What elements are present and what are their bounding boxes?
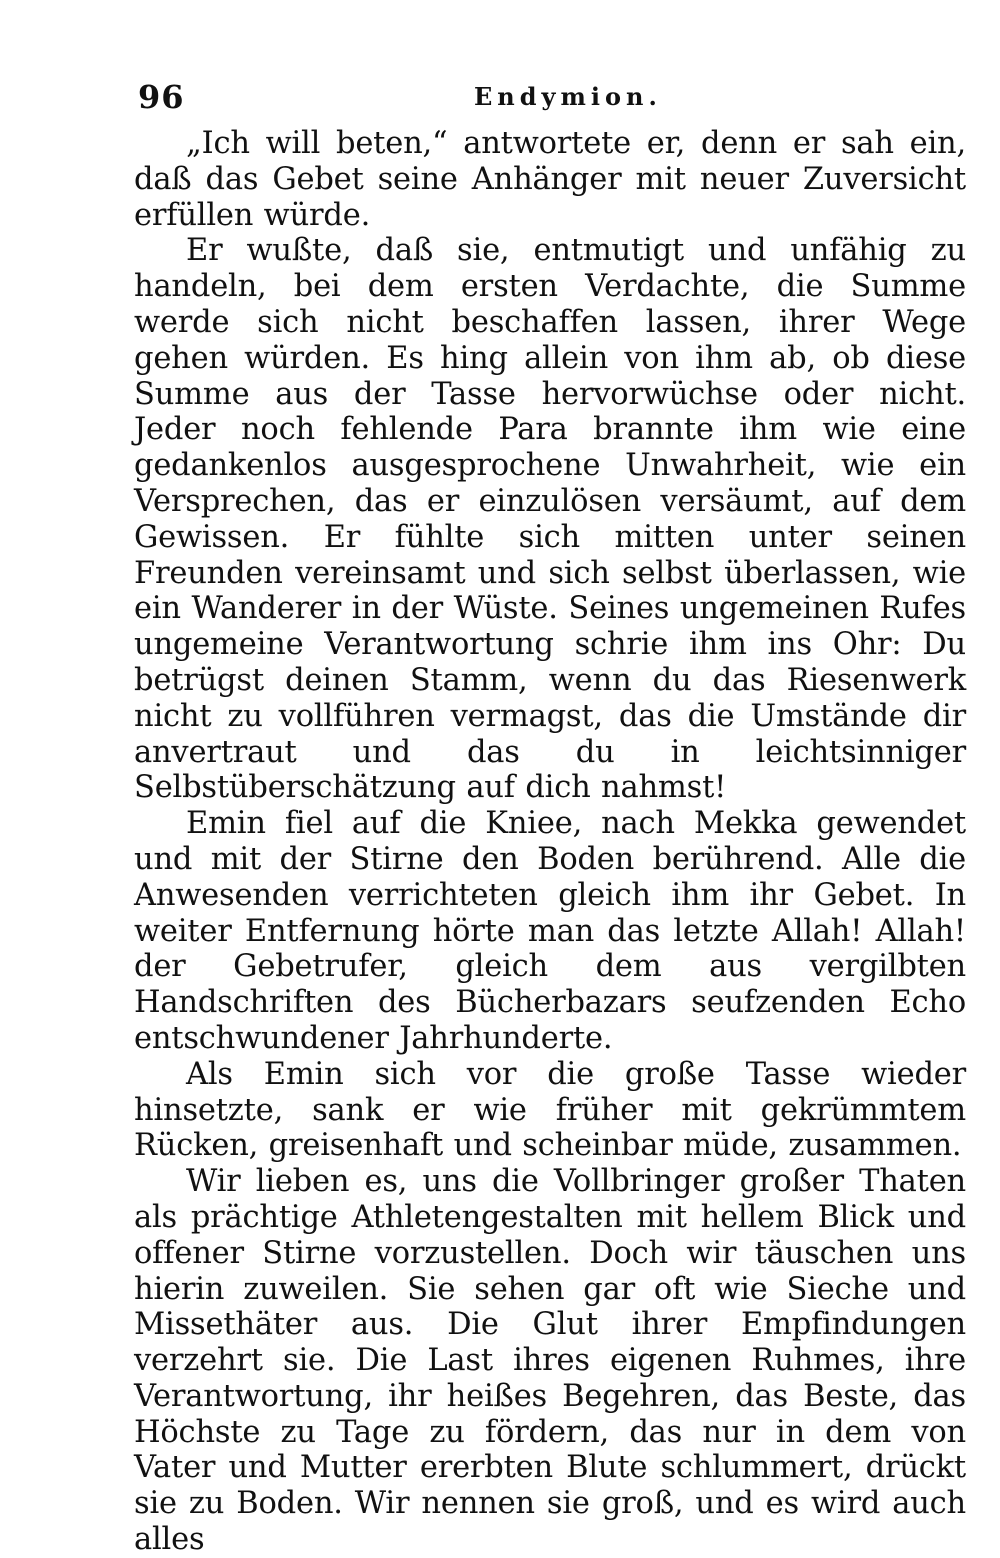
paragraph: Wir lieben es, uns die Vollbringer großer Thaten als prächtige Athletengestalten mit hellem Blick und offener Stirne vorzustellen. Doch wir täuschen uns hierin zuweilen. Sie sehen gar oft wie Sieche und Missethäter aus. Die Glut ihrer Empfindungen verzehrt sie. Die Last ihres eigenen Ruhmes, ihre Verantwortung, ihr heißes Begehren, das Beste, das Höchste zu Tage zu fördern, das nur in dem von Vater und Mutter ererbten Blute schlummert, drückt sie zu Boden. Wir nennen sie groß, und es wird auch alles	[134, 1164, 966, 1558]
paragraph: „Ich will beten,“ antwortete er, denn er sah ein, daß das Gebet seine Anhänger mit neuer Zuversicht erfüllen würde.	[134, 126, 966, 233]
paragraph: Er wußte, daß sie, entmutigt und unfähig zu handeln, bei dem ersten Verdachte, die Summe werde sich nicht beschaffen lassen, ihrer Wege gehen würden. Es hing allein von ihm ab, ob diese Summe aus der Tasse hervorwüchse oder nicht. Jeder noch fehlende Para brannte ihm wie eine gedankenlos ausgesprochene Unwahrheit, wie ein Versprechen, das er einzulösen versäumt, auf dem Gewissen. Er fühlte sich mitten unter seinen Freunden vereinsamt und sich selbst überlassen, wie ein Wanderer in der Wüste. Seines ungemeinen Rufes ungemeine Verantwortung schrie ihm ins Ohr: Du betrügst deinen Stamm, wenn du das Riesenwerk nicht zu vollführen vermagst, das die Umstände dir anvertraut und das du in leichtsinniger Selbstüberschätzung auf dich nahmst!	[134, 233, 966, 806]
body-text	[134, 126, 966, 1558]
page-header	[134, 70, 966, 126]
page-number: 96	[138, 78, 185, 116]
running-title: Endymion.	[474, 82, 662, 111]
paragraph: Emin fiel auf die Kniee, nach Mekka gewendet und mit der Stirne den Boden berührend. Alle die Anwesenden verrichteten gleich ihm ihr Gebet. In weiter Entfernung hörte man das letzte Allah! Allah! der Gebetrufer, gleich dem aus vergilbten Handschriften des Bücherbazars seufzenden Echo entschwundener Jahrhunderte.	[134, 806, 966, 1056]
paragraph: Als Emin sich vor die große Tasse wieder hinsetzte, sank er wie früher mit gekrümmtem Rücken, greisenhaft und scheinbar müde, zusammen.	[134, 1056, 966, 1164]
